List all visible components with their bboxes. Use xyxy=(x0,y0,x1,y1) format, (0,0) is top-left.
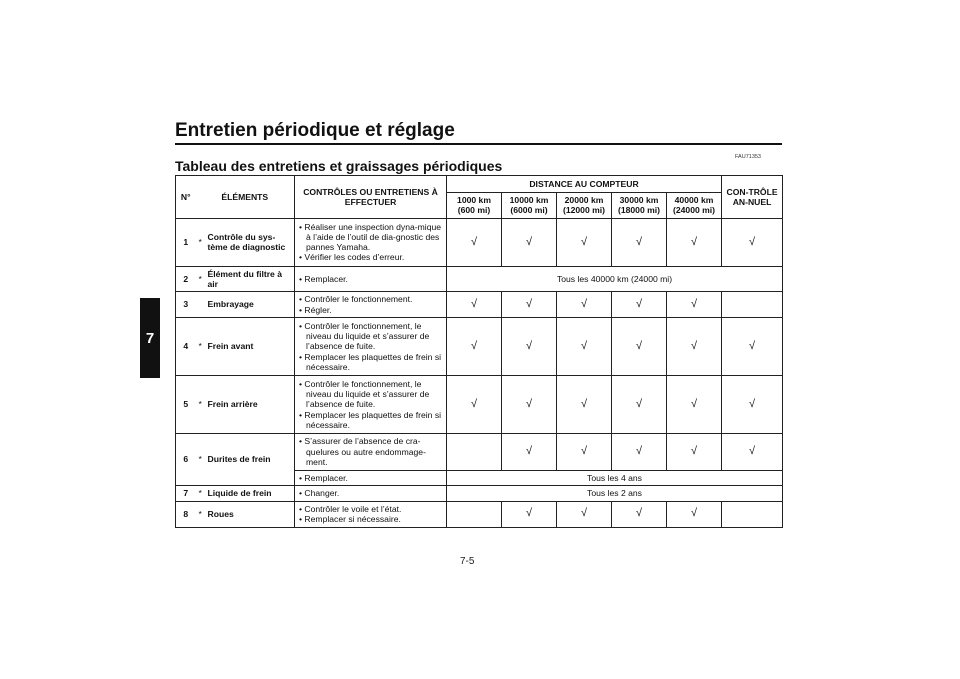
table-row xyxy=(176,486,783,501)
row-actions xyxy=(295,470,447,485)
action-item: • Remplacer si nécessaire. xyxy=(298,514,443,524)
row-number: 6 xyxy=(176,433,196,485)
row-element: Roues xyxy=(205,501,295,527)
action-item: • Remplacer. xyxy=(298,274,443,284)
header-rule xyxy=(175,143,782,145)
row-number: 8 xyxy=(176,501,196,527)
action-item: • Réaliser une inspection dyna-mique à l’aide de l’outil de dia-gnostic des pannes Yamaha. xyxy=(298,222,443,253)
table-row xyxy=(176,501,783,527)
table-row xyxy=(176,433,783,470)
row-number: 5 xyxy=(176,375,196,433)
section-title: Tableau des entretiens et graissages périodiques xyxy=(175,158,503,174)
row-element: Frein avant xyxy=(205,317,295,375)
document-code: FAU71353 xyxy=(735,154,761,160)
table-row xyxy=(176,266,783,292)
check-cell: √ xyxy=(502,501,557,527)
table-row xyxy=(176,317,783,375)
check-cell: √ xyxy=(447,317,502,375)
check-cell: √ xyxy=(557,218,612,266)
row-actions xyxy=(295,317,447,375)
check-cell: √ xyxy=(722,375,783,433)
interval-text: Tous les 2 ans xyxy=(447,486,783,501)
action-item: • Remplacer les plaquettes de frein si nécessaire. xyxy=(298,410,443,431)
maintenance-table xyxy=(175,175,783,528)
check-cell: √ xyxy=(667,433,722,470)
action-item: • Régler. xyxy=(298,305,443,315)
check-cell: √ xyxy=(502,375,557,433)
row-star: * xyxy=(196,317,205,375)
action-item: • Contrôler le voile et l’état. xyxy=(298,504,443,514)
header-dist-col: 30000 km (18000 mi) xyxy=(612,193,667,219)
check-cell: √ xyxy=(557,501,612,527)
check-cell: √ xyxy=(502,433,557,470)
page-number: 7-5 xyxy=(460,556,475,567)
check-cell: √ xyxy=(557,317,612,375)
check-cell: √ xyxy=(447,292,502,318)
check-cell: √ xyxy=(557,433,612,470)
check-cell: √ xyxy=(612,218,667,266)
check-cell: √ xyxy=(667,375,722,433)
check-cell: √ xyxy=(502,218,557,266)
action-item: • Contrôler le fonctionnement, le niveau du liquide et s’assurer de l’absence de fuite. xyxy=(298,321,443,352)
row-element: Liquide de frein xyxy=(205,486,295,501)
check-cell-empty xyxy=(722,501,783,527)
header-controles: CONTRÔLES OU ENTRETIENS À EFFECTUER xyxy=(295,176,447,219)
row-star: * xyxy=(196,218,205,266)
action-item: • Changer. xyxy=(298,488,443,498)
header-controle-annuel: CON-TRÔLE AN-NUEL xyxy=(722,176,783,219)
check-cell: √ xyxy=(667,501,722,527)
check-cell: √ xyxy=(557,375,612,433)
header-dist-col: 40000 km (24000 mi) xyxy=(667,193,722,219)
check-cell: √ xyxy=(557,292,612,318)
row-number: 1 xyxy=(176,218,196,266)
check-cell: √ xyxy=(722,317,783,375)
check-cell: √ xyxy=(447,375,502,433)
row-number: 2 xyxy=(176,266,196,292)
row-element: Frein arrière xyxy=(205,375,295,433)
row-actions xyxy=(295,486,447,501)
check-cell: √ xyxy=(502,292,557,318)
check-cell: √ xyxy=(612,292,667,318)
action-item: • Contrôler le fonctionnement, le niveau du liquide et s’assurer de l’absence de fuite. xyxy=(298,379,443,410)
check-cell: √ xyxy=(612,501,667,527)
check-cell: √ xyxy=(667,292,722,318)
interval-text: Tous les 4 ans xyxy=(447,470,783,485)
check-cell: √ xyxy=(502,317,557,375)
table-row xyxy=(176,292,783,318)
row-star: * xyxy=(196,486,205,501)
action-item: • Remplacer les plaquettes de frein si nécessaire. xyxy=(298,352,443,373)
check-cell: √ xyxy=(612,433,667,470)
row-star: * xyxy=(196,375,205,433)
header-no: N° xyxy=(176,176,196,219)
check-cell-empty xyxy=(447,501,502,527)
table-row xyxy=(176,218,783,266)
page-header-title: Entretien périodique et réglage xyxy=(175,120,455,141)
check-cell: √ xyxy=(667,317,722,375)
header-dist-col: 10000 km (6000 mi) xyxy=(502,193,557,219)
table-row xyxy=(176,375,783,433)
row-star: * xyxy=(196,501,205,527)
row-actions xyxy=(295,375,447,433)
check-cell: √ xyxy=(447,218,502,266)
action-item: • Contrôler le fonctionnement. xyxy=(298,294,443,304)
chapter-tab: 7 xyxy=(140,298,160,378)
check-cell: √ xyxy=(612,317,667,375)
header-elements: ÉLÉMENTS xyxy=(196,176,295,219)
row-element: Embrayage xyxy=(205,292,295,318)
row-number: 7 xyxy=(176,486,196,501)
action-item: • Vérifier les codes d’erreur. xyxy=(298,252,443,262)
header-distance: DISTANCE AU COMPTEUR xyxy=(447,176,722,193)
check-cell-empty xyxy=(722,292,783,318)
row-star xyxy=(196,292,205,318)
check-cell-empty xyxy=(447,433,502,470)
row-star: * xyxy=(196,266,205,292)
row-element: Durites de frein xyxy=(205,433,295,485)
header-dist-col: 1000 km (600 mi) xyxy=(447,193,502,219)
row-actions xyxy=(295,292,447,318)
header-dist-col: 20000 km (12000 mi) xyxy=(557,193,612,219)
row-actions xyxy=(295,218,447,266)
check-cell: √ xyxy=(722,218,783,266)
row-star: * xyxy=(196,433,205,485)
check-cell: √ xyxy=(667,218,722,266)
action-item: • S’assurer de l’absence de cra-quelures ou autre endommage-ment. xyxy=(298,436,443,467)
row-number: 4 xyxy=(176,317,196,375)
row-actions xyxy=(295,266,447,292)
action-item: • Remplacer. xyxy=(298,473,443,483)
row-element: Contrôle du sys-tème de diagnostic xyxy=(205,218,295,266)
check-cell: √ xyxy=(612,375,667,433)
row-actions xyxy=(295,501,447,527)
row-actions xyxy=(295,433,447,470)
row-element: Élément du filtre à air xyxy=(205,266,295,292)
interval-text: Tous les 40000 km (24000 mi) xyxy=(447,266,783,292)
row-number: 3 xyxy=(176,292,196,318)
check-cell: √ xyxy=(722,433,783,470)
